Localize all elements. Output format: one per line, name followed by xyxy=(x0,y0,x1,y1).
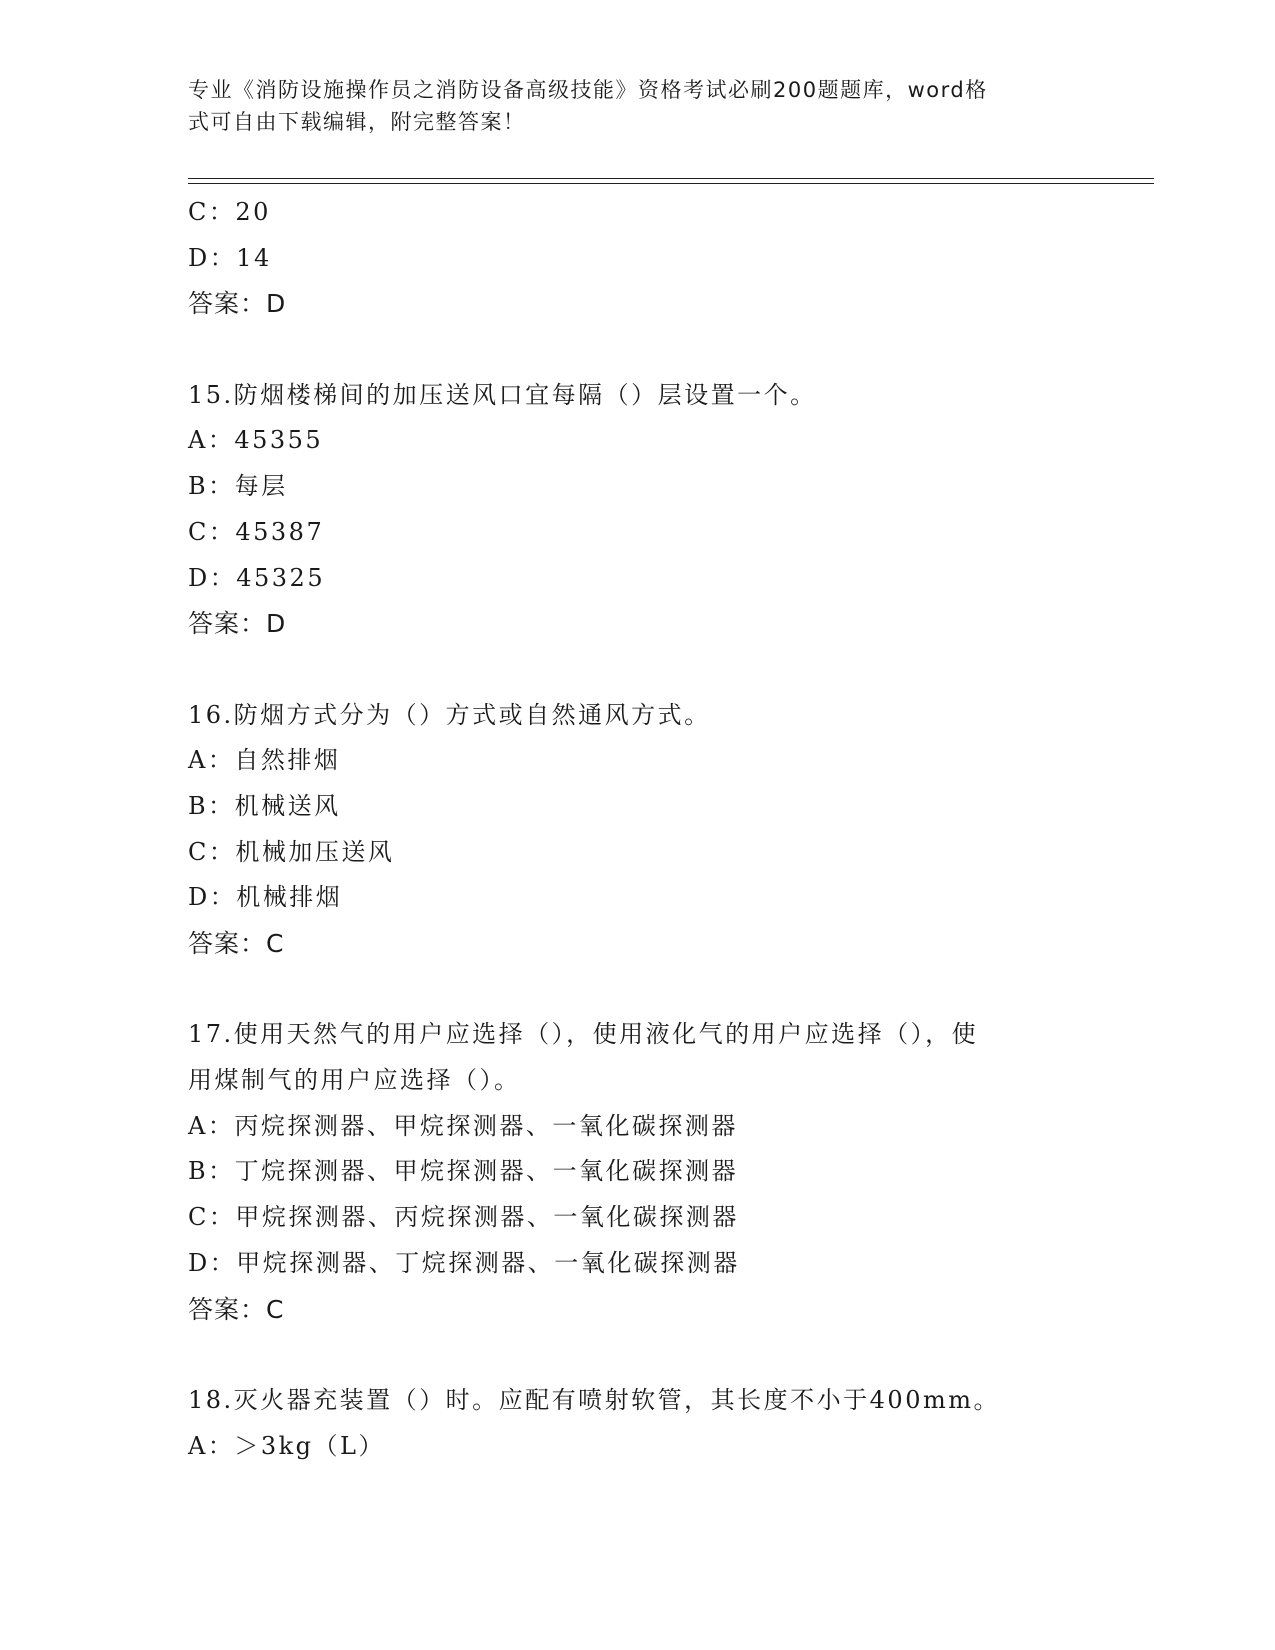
option-line: D：14 xyxy=(188,243,272,272)
option-line: D：45325 xyxy=(188,563,326,592)
question-content xyxy=(188,190,1088,1469)
answer-line: 答案：D xyxy=(188,289,287,319)
answer-line: 答案：D xyxy=(188,609,287,639)
header-rule-top xyxy=(188,178,1154,179)
question-16 xyxy=(188,693,1088,967)
option-line: B：机械送风 xyxy=(188,791,341,820)
question-stem: 18.灭火器充装置（）时。应配有喷射软管，其长度不小于400mm。 xyxy=(188,1385,1000,1414)
option-line: C：机械加压送风 xyxy=(188,837,395,866)
option-line: A：＞3kg（L） xyxy=(188,1431,385,1460)
header-rule-bottom xyxy=(188,183,1154,184)
header-line-1: 专业《消防设施操作员之消防设备高级技能》资格考试必刷200题题库，word格 xyxy=(188,78,988,102)
option-line: A：自然排烟 xyxy=(188,746,341,775)
option-line: B：每层 xyxy=(188,472,288,501)
option-line: C：甲烷探测器、丙烷探测器、一氧化碳探测器 xyxy=(188,1203,739,1232)
option-line: A：45355 xyxy=(188,426,324,455)
option-line: D：机械排烟 xyxy=(188,883,343,912)
header-line-2: 式可自由下载编辑，附完整答案！ xyxy=(188,110,526,134)
question-18 xyxy=(188,1378,1088,1469)
option-line: D：甲烷探测器、丁烷探测器、一氧化碳探测器 xyxy=(188,1248,740,1277)
answer-line: 答案：C xyxy=(188,929,285,958)
option-line: B：丁烷探测器、甲烷探测器、一氧化碳探测器 xyxy=(188,1157,739,1186)
question-stem: 15.防烟楼梯间的加压送风口宜每隔（）层设置一个。 xyxy=(188,380,817,409)
question-stem-continued: 用煤制气的用户应选择（）。 xyxy=(188,1066,521,1095)
question-17 xyxy=(188,1012,1088,1332)
question-15 xyxy=(188,373,1088,647)
question-stem: 16.防烟方式分为（）方式或自然通风方式。 xyxy=(188,700,711,729)
option-line: C：20 xyxy=(188,198,271,226)
previous-question-tail xyxy=(188,190,1088,327)
option-line: A：丙烷探测器、甲烷探测器、一氧化碳探测器 xyxy=(188,1111,738,1140)
option-line: C：45387 xyxy=(188,517,325,546)
answer-line: 答案：C xyxy=(188,1294,285,1324)
document-header xyxy=(188,74,1068,138)
question-stem: 17.使用天然气的用户应选择（），使用液化气的用户应选择（），使 xyxy=(188,1020,979,1049)
